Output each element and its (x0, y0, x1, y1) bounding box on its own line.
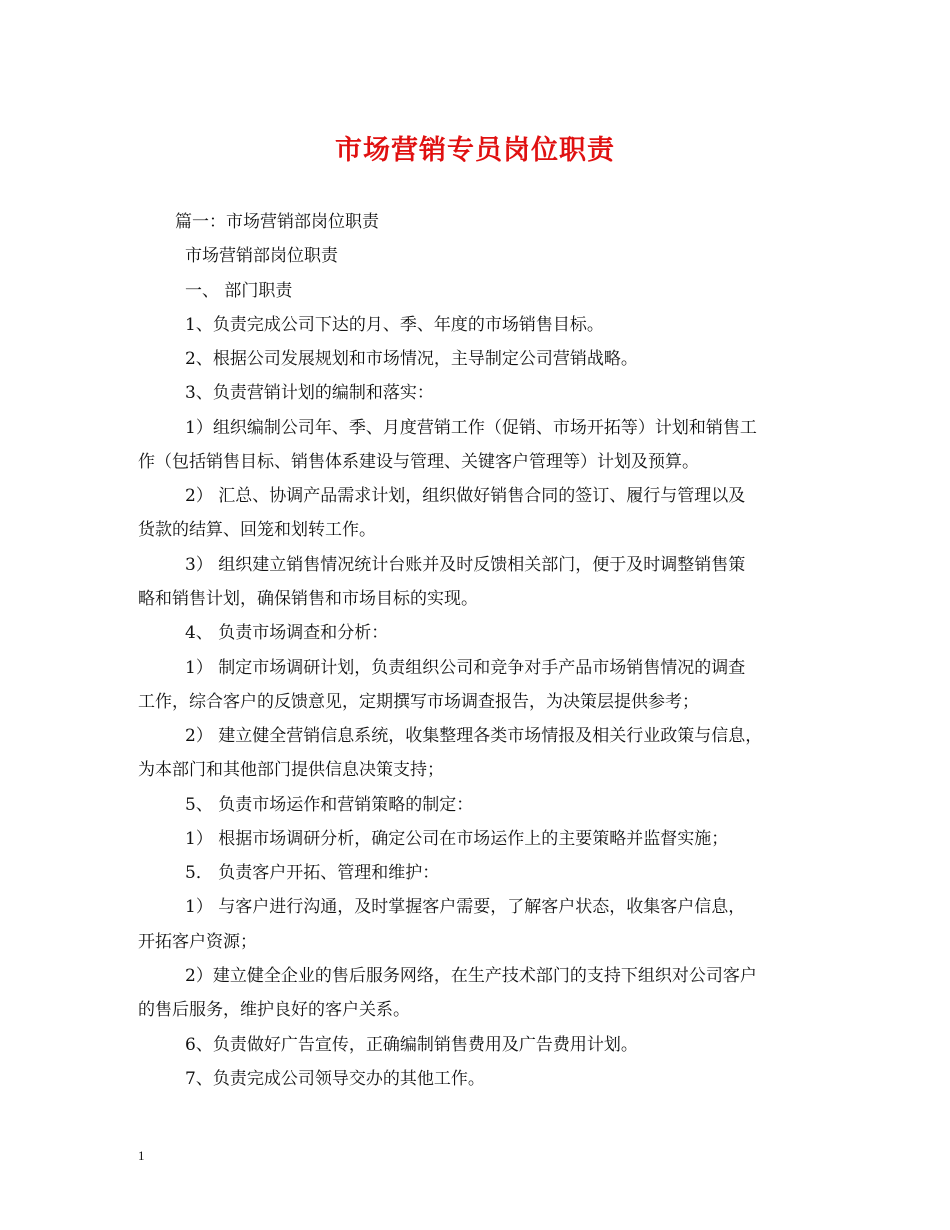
paragraph-line: 5． 负责客户开拓、管理和维护： (185, 863, 440, 883)
paragraph-line: 1） 根据市场调研分析，确定公司在市场运作上的主要策略并监督实施； (185, 829, 729, 849)
paragraph-line: 开拓客户资源； (138, 932, 257, 952)
paragraph-line: 5、 负责市场运作和营销策略的制定： (185, 795, 474, 815)
list-heading: 一、 部门职责 (185, 281, 293, 301)
paragraph-line: 的售后服务，维护良好的客户关系。 (138, 1000, 410, 1020)
paragraph-line: 2） 汇总、协调产品需求计划，组织做好销售合同的签订、履行与管理以及 (185, 486, 746, 506)
paragraph-line: 2） 建立健全营销信息系统，收集整理各类市场情报及相关行业政策与信息， (185, 726, 763, 746)
paragraph-line: 3、负责营销计划的编制和落实： (185, 383, 434, 403)
paragraph-line: 略和销售计划，确保销售和市场目标的实现。 (138, 589, 478, 609)
section-heading: 篇一：市场营销部岗位职责 (175, 212, 379, 232)
paragraph-line: 为本部门和其他部门提供信息决策支持； (138, 760, 444, 780)
paragraph-line: 2、根据公司发展规划和市场情况，主导制定公司营销战略。 (185, 349, 638, 369)
paragraph-line: 1） 与客户进行沟通，及时掌握客户需要，了解客户状态，收集客户信息， (185, 897, 746, 917)
paragraph-line: 7、负责完成公司领导交办的其他工作。 (185, 1069, 485, 1089)
paragraph-line: 2）建立健全企业的售后服务网络，在生产技术部门的支持下组织对公司客户 (185, 966, 757, 986)
paragraph-line: 6、负责做好广告宣传，正确编制销售费用及广告费用计划。 (185, 1035, 638, 1055)
subsection-heading: 市场营销部岗位职责 (185, 246, 338, 266)
paragraph-line: 4、 负责市场调查和分析： (185, 623, 389, 643)
paragraph-line: 工作，综合客户的反馈意见，定期撰写市场调查报告，为决策层提供参考； (138, 692, 699, 712)
paragraph-line: 作（包括销售目标、销售体系建设与管理、关键客户管理等）计划及预算。 (138, 452, 699, 472)
paragraph-line: 1、负责完成公司下达的月、季、年度的市场销售目标。 (185, 315, 604, 335)
page-number: 1 (138, 1148, 145, 1163)
paragraph-line: 3） 组织建立销售情况统计台账并及时反馈相关部门，便于及时调整销售策 (185, 555, 746, 575)
paragraph-line: 货款的结算、回笼和划转工作。 (138, 520, 376, 540)
paragraph-line: 1）组织编制公司年、季、月度营销工作（促销、市场开拓等）计划和销售工 (185, 418, 757, 438)
document-title: 市场营销专员岗位职责 (335, 135, 615, 166)
paragraph-line: 1） 制定市场调研计划，负责组织公司和竞争对手产品市场销售情况的调查 (185, 658, 746, 678)
